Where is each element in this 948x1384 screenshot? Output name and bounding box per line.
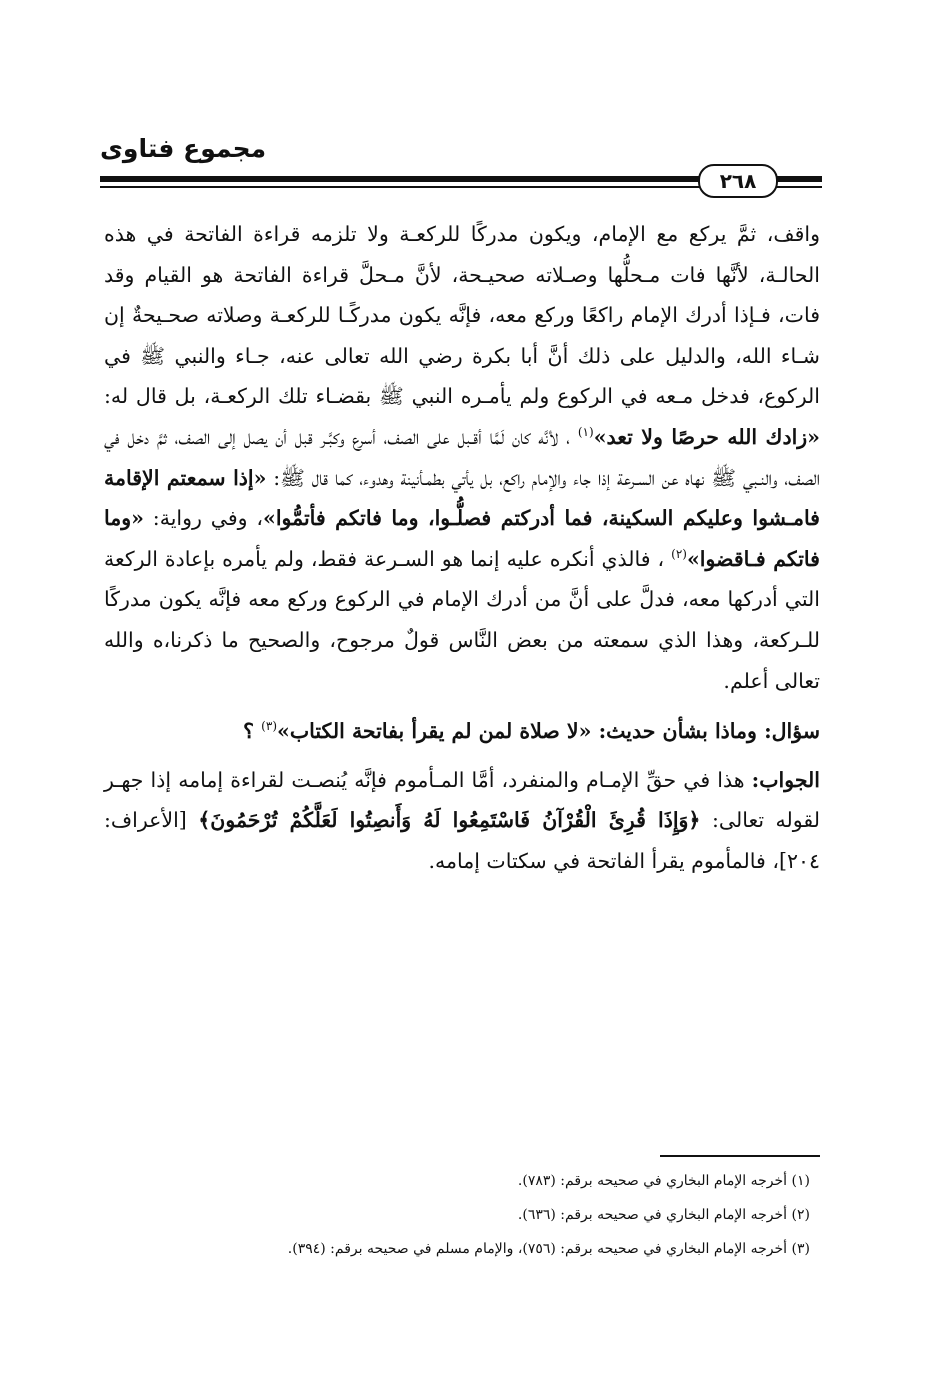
text-segment: ، فالذي أنكره عليه إنما هو السـرعة فقط، ولم يأمره بإعادة الركعة التي أدركها معه، فدلَّ على أنَّ من أدرك الإمام في الركوع وركع معه فإنَّه يكون مدركًا للـركعة، وهذا الذي سمعته من بعض النَّاس قولٌ مرجوح، والصحيح ما ذكرنا،ه والله تعالى أعلم. <box>104 546 820 693</box>
footnote-divider <box>660 1155 820 1157</box>
hadith-quote: «لا صلاة لمن لم يقرأ بفاتحة الكتاب» <box>277 719 592 744</box>
footnote-2: (٢) أخرجه الإمام البخاري في صحيحه برقم: (٦٣٦). <box>517 1207 810 1223</box>
text-segment: واقف، ثمَّ يركع مع الإمام، ويكون مدركًا للركعـة ولا تلزمه قراءة الفاتحة في هذه الحالـة، لأنَّها فات مـحلُّها وصـلاته صحيـحة، لأنَّ مـحلَّ قراءة الفاتحة هو القيام وقد فات، فـإذا أدرك الإمام راكعًا وركع معه، فإنَّه يكون مدركًـا للركعـة وصلاته صحـيحةٌ إن شـاء الله، والدليل على ذلك أنَّ أبا بكرة رضي الله تعالى عنه، جـاء والنبي ﷺ في الركوع، فدخل مـعه في الركوع ولم يأمـره النبي ﷺ بقضـاء تلك الركعـة، بل قال له: <box>104 222 820 409</box>
hadith-quote: «وما فاتكم فـاقضوا» <box>104 506 820 571</box>
book-title: مجموع فتاوى <box>100 134 267 163</box>
footnote-ref-2: (٢) <box>671 546 687 561</box>
paragraph-1 <box>104 214 820 701</box>
hadith-quote: «إذا سمعتم الإقامة فامـشوا وعليكم السكينة، فما أدركتم فصلُّـوا، وما فاتكم فأتمُّوا» <box>104 465 820 531</box>
question-mark: ؟ <box>243 719 262 744</box>
verse-reference: [الأعراف: ٢٠٤] <box>104 808 820 873</box>
quran-verse: ﴿وَإِذَا قُرِئَ الْقُرْآنُ فَاسْتَمِعُوا لَهُ وَأَنصِتُوا لَعَلَّكُمْ تُرْحَمُونَ﴾ <box>198 808 701 833</box>
footnote-3: (٣) أخرجه الإمام البخاري في صحيحه برقم: (٧٥٦)، والإمام مسلم في صحيحه برقم: (٣٩٤). <box>287 1241 810 1257</box>
question-label: سؤال: وماذا بشأن حديث: <box>591 719 820 744</box>
footnote-ref-1: (١) <box>577 425 594 440</box>
footnotes <box>104 1164 810 1266</box>
main-text <box>104 214 820 882</box>
hadith-quote: «زادك الله حرصًا ولا تعد» <box>593 424 820 449</box>
text-segment: هذا في حقِّ الإمـام والمنفرد، أمَّا المـأموم فإنَّه يُنصـت لقراءة إمامه إذا جهـر لقوله تعالى: <box>104 767 820 833</box>
answer-paragraph <box>104 760 820 882</box>
answer-label: الجواب: <box>751 767 820 792</box>
page-number: ٢٦٨ <box>698 164 778 198</box>
text-segment: ، فالمأموم يقرأ الفاتحة في سكتات إمامه. <box>428 848 779 873</box>
page-header <box>100 128 822 208</box>
text-segment: ، وفي رواية: <box>143 506 263 531</box>
question-paragraph <box>104 711 820 752</box>
footnote-ref-3: (٣) <box>261 719 277 734</box>
text-segment: ، لأنَّه كان لَمَّا أقـبل على الصف، أسرع وكبَّـر قبل أن يصل إلى الصف، ثمَّ دخل في الصف، والنـبي ﷺ نهاه عن السـرعة إذا جاء والإمام راكع، بل يأتي بطمـأنينة وهدوء، كما قال ﷺ: <box>104 424 820 490</box>
footnote-1: (١) أخرجه الإمام البخاري في صحيحه برقم: (٧٨٣). <box>517 1173 810 1189</box>
